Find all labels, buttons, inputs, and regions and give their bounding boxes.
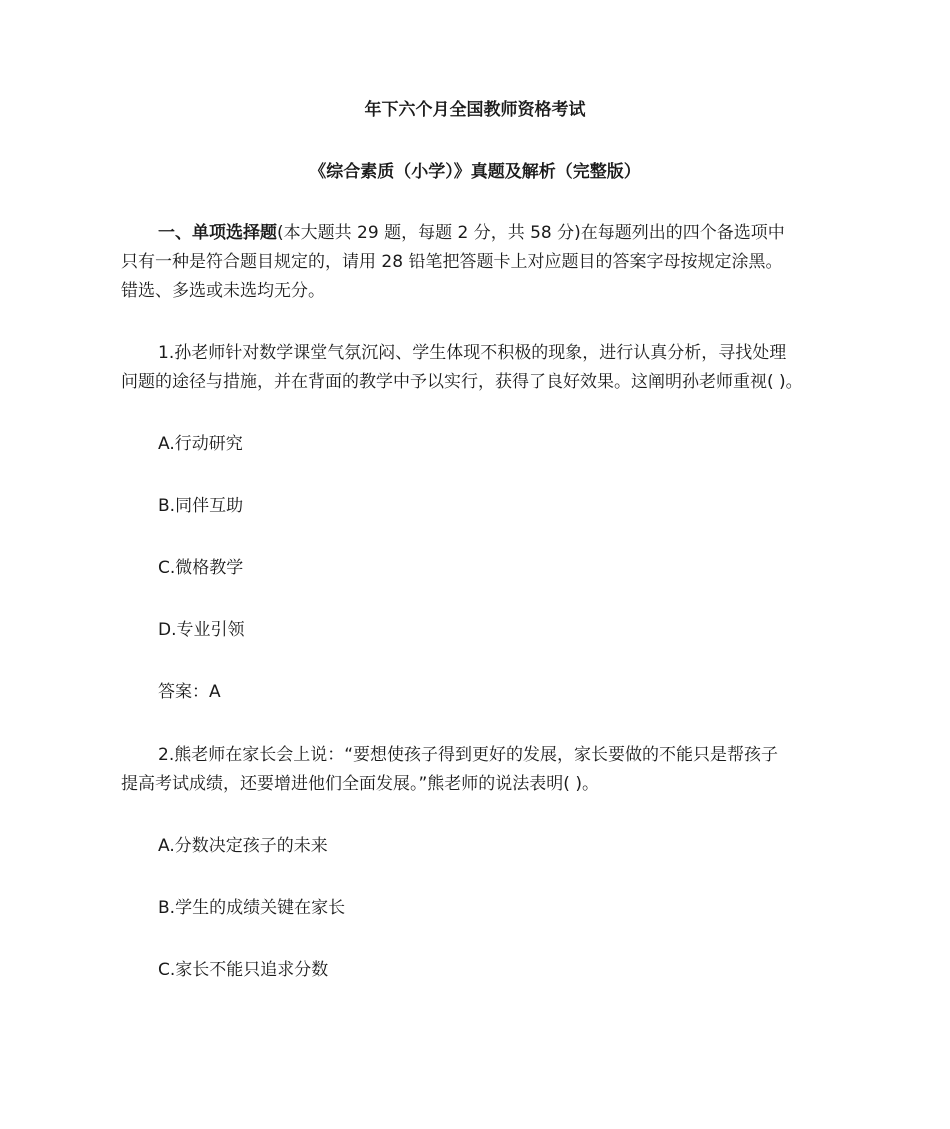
section-heading: 一、单项选择题 xyxy=(158,223,277,243)
question-1-stem-line-1: 1.孙老师针对数学课堂气氛沉闷、学生体现不积极的现象，进行认真分析，寻找处理 xyxy=(158,343,787,363)
question-1-option-a: A.行动研究 xyxy=(158,434,243,454)
instructions-line-1: (本大题共 29 题，每题 2 分，共 58 分)在每题列出的四个备选项中 xyxy=(277,223,785,243)
instructions-line-2: 只有一种是符合题目规定的，请用 28 铅笔把答题卡上对应题目的答案字母按规定涂黑。 xyxy=(121,252,783,272)
instructions-line-3: 错选、多选或未选均无分。 xyxy=(121,281,325,301)
question-2-stem xyxy=(121,741,833,799)
section-instructions xyxy=(121,219,833,306)
question-1-option-b: B.同伴互助 xyxy=(158,496,244,516)
question-2-stem-line-2: 提高考试成绩，还要增进他们全面发展。”熊老师的说法表明( )。 xyxy=(121,774,599,794)
question-2-option-b: B.学生的成绩关键在家长 xyxy=(158,898,346,918)
document-title: 年下六个月全国教师资格考试 xyxy=(364,100,586,120)
question-1-stem-line-2: 问题的途径与措施，并在背面的教学中予以实行，获得了良好效果。这阐明孙老师重视( )。 xyxy=(121,372,803,392)
question-1-answer: 答案：A xyxy=(158,682,221,702)
question-2-stem-line-1: 2.熊老师在家长会上说：“要想使孩子得到更好的发展，家长要做的不能只是帮孩子 xyxy=(158,745,779,765)
question-1-stem xyxy=(121,339,833,397)
question-1-option-d: D.专业引领 xyxy=(158,620,245,640)
question-1-option-c: C.微格教学 xyxy=(158,558,244,578)
document-subtitle: 《综合素质（小学）》真题及解析（完整版） xyxy=(309,162,641,182)
question-2-option-a: A.分数决定孩子的未来 xyxy=(158,836,328,856)
question-2-option-c: C.家长不能只追求分数 xyxy=(158,960,329,980)
